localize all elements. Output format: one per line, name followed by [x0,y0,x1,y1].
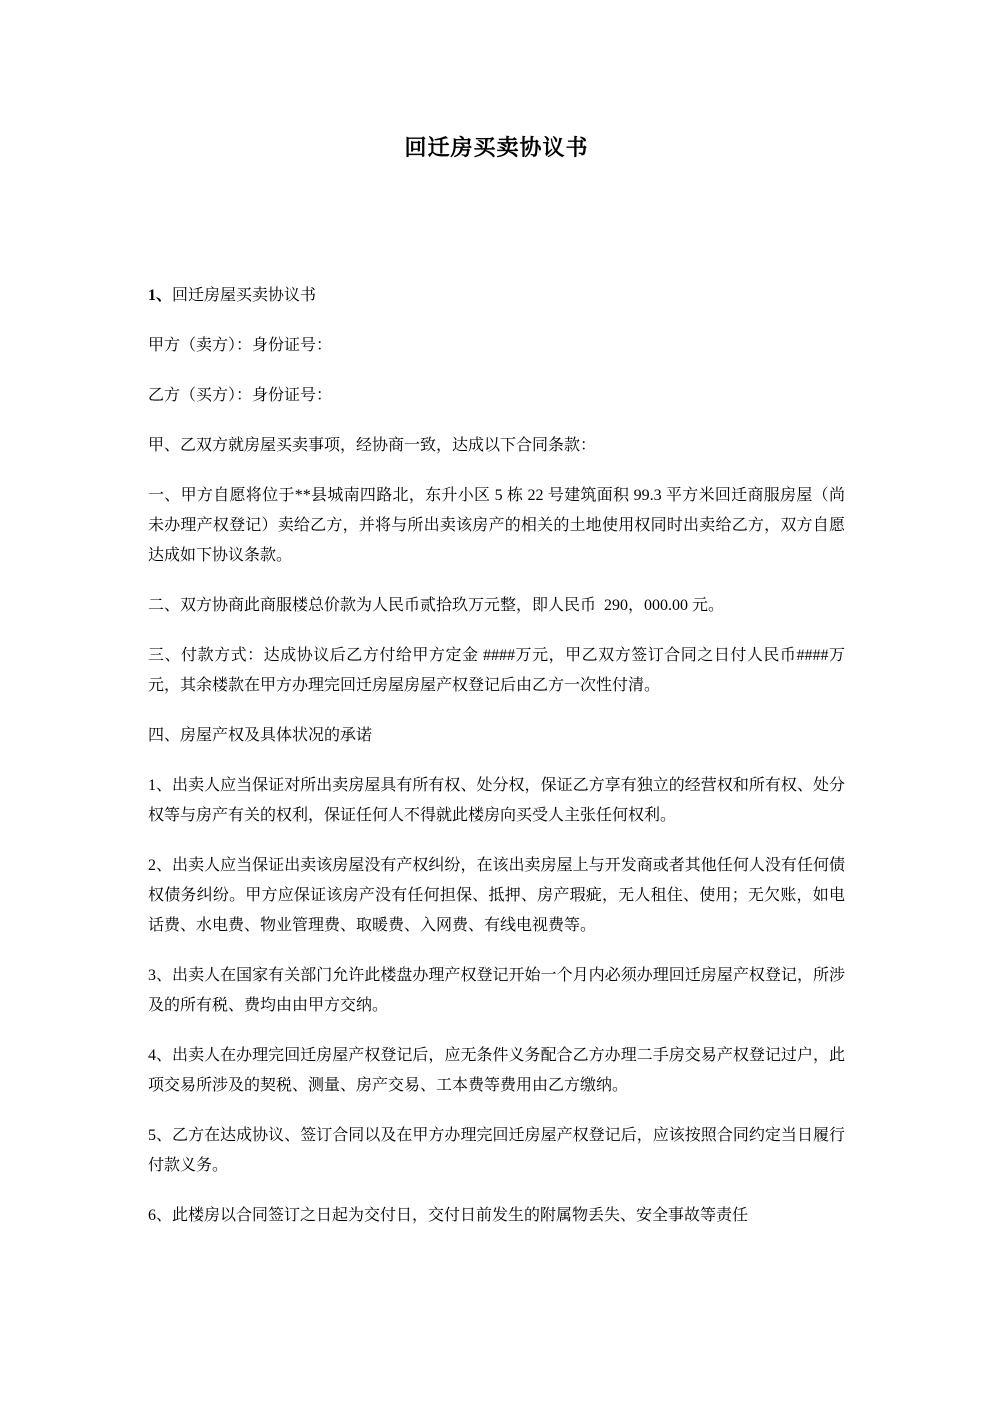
clause-1-property-description: 一、甲方自愿将位于**县城南四路北，东升小区 5 栋 22 号建筑面积 99.3 平方米回迁商服房屋（尚未办理产权登记）卖给乙方，并将与所出卖该房产的相关的土地使用权同时出卖给乙方，双方自愿达成如下协议条款。 [148,487,845,564]
list-item-1-text: 回迁房屋买卖协议书 [172,287,317,304]
paragraph-party-a: 甲方（卖方）：身份证号： [148,337,333,354]
document-title: 回迁房买卖协议书 [404,135,589,160]
clause-4-item-4: 4、出卖人在办理完回迁房屋产权登记后，应无条件义务配合乙方办理二手房交易产权登记过户，此项交易所涉及的契税、测量、房产交易、工本费等费用由乙方缴纳。 [148,1047,845,1094]
paragraph-party-b: 乙方（买方）：身份证号： [148,387,333,404]
clause-4-item-2: 2、出卖人应当保证出卖该房屋没有产权纠纷，在该出卖房屋上与开发商或者其他任何人没有任何债权债务纠纷。甲方应保证该房产没有任何担保、抵押、房产瑕疵，无人租住、使用；无欠账，如电话费、水电费、物业管理费、取暖费、入网费、有线电视费等。 [148,857,845,934]
clause-4-item-6: 6、此楼房以合同签订之日起为交付日，交付日前发生的附属物丢失、安全事故等责任 [148,1207,749,1224]
clause-4-heading: 四、房屋产权及具体状况的承诺 [148,727,373,744]
paragraph-preamble: 甲、乙双方就房屋买卖事项，经协商一致，达成以下合同条款： [148,437,597,454]
list-item-1-number: 1、 [148,287,173,304]
clause-4-item-5: 5、乙方在达成协议、签订合同以及在甲方办理完回迁房屋产权登记后，应该按照合同约定当日履行付款义务。 [148,1127,845,1174]
clause-2-total-price: 二、双方协商此商服楼总价款为人民币贰拾玖万元整，即人民币 290，000.00 元。 [148,597,725,614]
clause-4-item-3: 3、出卖人在国家有关部门允许此楼盘办理产权登记开始一个月内必须办理回迁房屋产权登记，所涉及的所有税、费均由由甲方交纳。 [148,967,845,1014]
list-item-1 [148,281,845,311]
clause-3-payment-method: 三、付款方式：达成协议后乙方付给甲方定金 ####万元，甲乙双方签订合同之日付人民币####万元，其余楼款在甲方办理完回迁房屋房屋产权登记后由乙方一次性付清。 [148,647,845,694]
clause-4-item-1: 1、出卖人应当保证对所出卖房屋具有所有权、处分权，保证乙方享有独立的经营权和所有权、处分权等与房产有关的权利，保证任何人不得就此楼房向买受人主张任何权利。 [148,777,845,824]
